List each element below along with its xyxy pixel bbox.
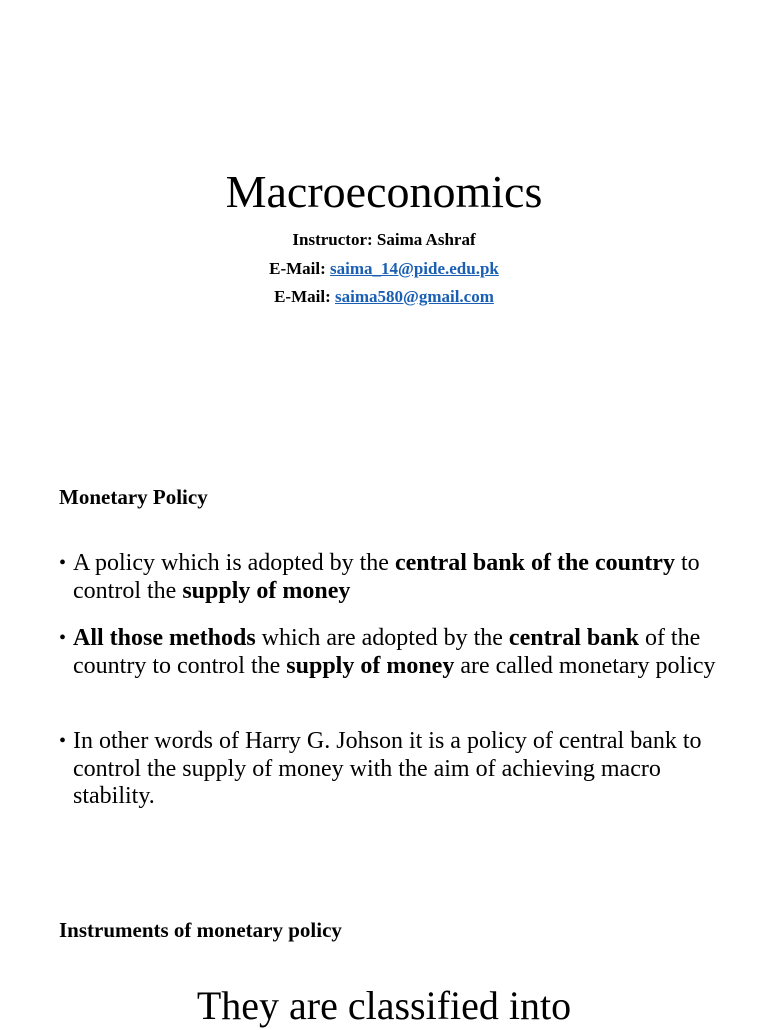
email-link-gmail[interactable]: saima580@gmail.com [335,287,494,306]
bullet-text-1: A policy which is adopted by the central bank of the country to control the supply of money [73,550,700,604]
email-label-2: E-Mail: [274,287,335,306]
email-line-1 [0,258,768,280]
instructor-line: Instructor: Saima Ashraf [292,230,476,249]
section-heading-instruments: Instruments of monetary policy [59,918,342,942]
classified-into-line: They are classified into [196,983,572,1028]
bullet-item-2 [59,625,719,680]
bullet-item-1 [59,550,719,605]
bullet-text-3: In other words of Harry G. Johson it is a policy of central bank to control the supply of money with the aim of achieving macro stability. [73,728,702,809]
bullet-item-3 [59,728,719,811]
email-label-1: E-Mail: [269,259,331,278]
bullet-dot-icon: • [59,730,67,752]
page-title: Macroeconomics [225,166,543,217]
email-line-2 [0,286,768,308]
bullet-text-2: All those methods which are adopted by the central bank of the country to control the supply of money are called monetary policy [73,625,716,679]
bullet-dot-icon: • [59,627,67,649]
section-heading-monetary-policy: Monetary Policy [59,485,208,509]
bullet-dot-icon: • [59,552,67,574]
email-link-pide[interactable]: saima_14@pide.edu.pk [330,259,499,278]
